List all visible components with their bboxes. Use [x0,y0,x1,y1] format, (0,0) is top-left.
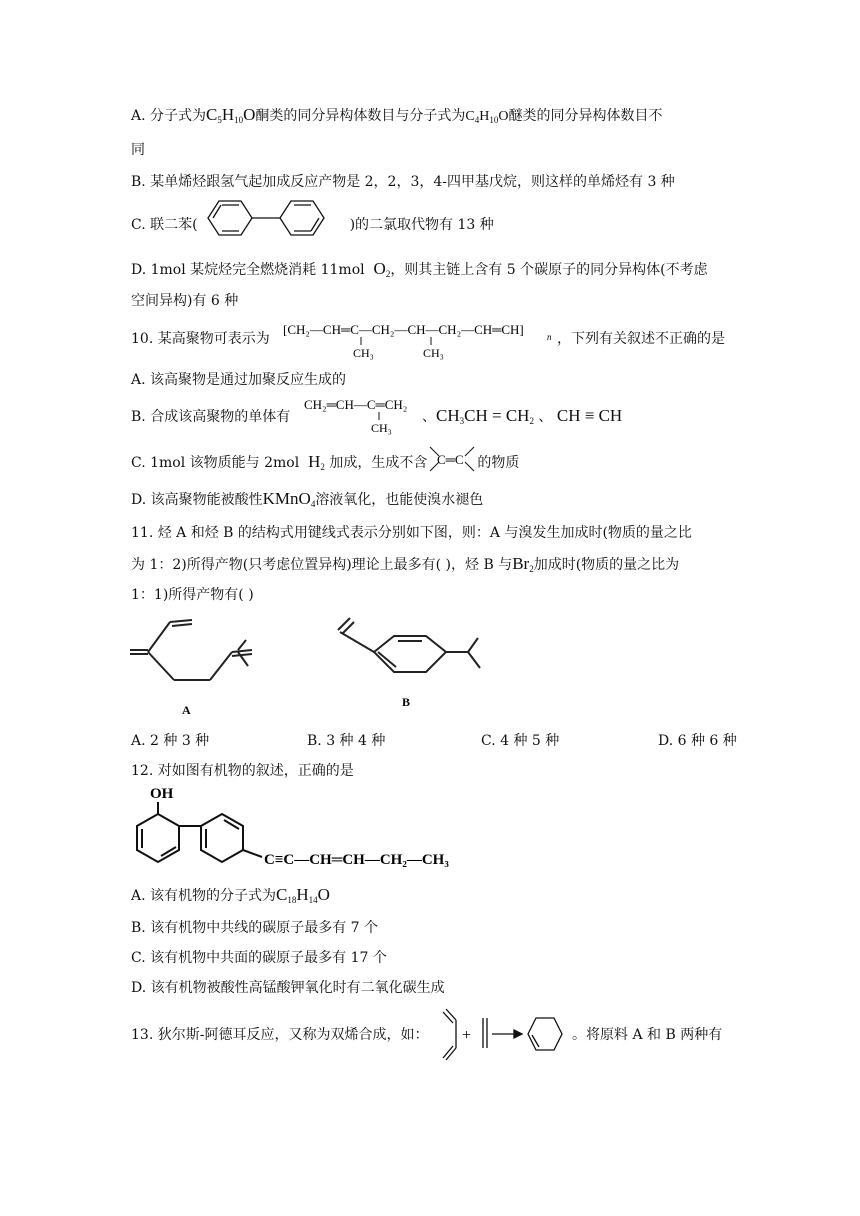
svg-text:n: n [547,332,552,342]
q13-stem-end: 。将原料 A 和 B 两种有 [572,1027,723,1043]
q10-option-b: B. 合成该高聚物的单体有 [131,409,291,425]
formula-c4h10o: $C_4H_{10}O$ [465,109,509,125]
q10-option-c: C. 1mol 该物质能与 2mol $H_2$ 加成，生成不含 C═C 的物质 [131,452,519,476]
q10-option-b-rest: 、$CH_3CH = CH_2$ 、 CH ≡ CH [422,406,623,426]
q12-molecule-structure-icon [124,782,524,874]
q10-stem: 10. 某高聚物可表示为 [131,331,270,347]
q12-option-b: B. 该有机物中共线的碳原子最多有 7 个 [131,920,378,936]
svg-text:CH₃: CH₃ [353,346,374,360]
svg-text:C═C: C═C [437,452,464,467]
svg-text:A: A [182,703,191,717]
formula-c18h14o: $C_{18}H_{14}O$ [276,885,330,905]
biphenyl-structure-icon [198,196,350,240]
q11-stem-line2: 为 1：2)所得产物(只考虑位置异构)理论上最多有( )，烃 B 与$Br_2$加成时(物质的量之比为 [131,554,680,574]
polymer-structure-icon [281,314,553,360]
q10-stem-end: ，下列有关叙述不正确的是 [557,331,725,347]
q10-option-d: D. 该高聚物能被酸性KMnO$_4$溶液氧化，也能使溴水褪色 [131,489,484,509]
monomer-acetylene: CH ≡ CH [556,406,623,425]
svg-text:CH₃: CH₃ [371,421,392,435]
q10-option-a: A. 该高聚物是通过加聚反应生成的 [131,372,347,388]
svg-text:CH₂═CH—C═CH₂: CH₂═CH—C═CH₂ [304,397,408,412]
q12-option-a: A. 该有机物的分子式为$C_{18}H_{14}O$ [131,885,330,905]
diels-alder-reaction-icon [440,1006,572,1064]
polymer-main-text: [CH₂—CH═C—CH₂—CH—CH₂—CH═CH] [283,322,524,337]
formula-c5h10o: $C_5H_{10}O$ [206,105,256,125]
monomer-isoprene-icon [302,395,422,435]
q11-option-d: D. 6 种 6 种 [658,733,737,749]
svg-text:+: + [462,1027,472,1044]
q11-stem-line3: 1：1)所得产物有( ) [131,587,254,603]
formula-o2: $O_2$ [373,259,391,279]
q11-option-b: B. 3 种 4 种 [307,733,386,749]
q9-option-a-cont: 同 [131,142,145,158]
hydrocarbon-b-structure-icon [334,616,494,716]
hydrocarbon-a-structure-icon [128,612,258,718]
q11-option-a: A. 2 种 3 种 [131,733,210,749]
c-double-bond-c-icon [427,444,477,474]
q12-option-d: D. 该有机物被酸性高锰酸钾氧化时有二氧化碳生成 [131,980,445,996]
svg-text:OH: OH [150,786,174,802]
q13-stem: 13. 狄尔斯-阿德耳反应，又称为双烯合成，如： [131,1027,429,1043]
monomer-propene: $CH_3CH = CH_2$ [436,406,534,426]
q9-option-d: D. 1mol 某烷烃完全燃烧消耗 11mol $O_2$，则其主链上含有 5 个碳原子的同分异构体(不考虑 [131,259,708,279]
svg-text:B: B [402,695,411,709]
q9-option-d-cont: 空间异构)有 6 种 [131,293,239,309]
q11-option-c: C. 4 种 5 种 [481,733,560,749]
svg-text:CH₃: CH₃ [423,346,444,360]
svg-text:C≡C—CH═CH—CH₂—CH₃: C≡C—CH═CH—CH₂—CH₃ [264,852,449,868]
formula-kmno4: KMnO$_4$ [262,489,316,509]
formula-br2: $Br_2$ [512,554,534,574]
q11-stem-line1: 11. 烃 A 和烃 B 的结构式用键线式表示分别如下图，则：A 与溴发生加成时(物质的量之比 [131,525,692,541]
q9-option-b: B. 某单烯烃跟氢气起加成反应产物是 2，2，3，4-四甲基戊烷，则这样的单烯烃有 3 种 [131,174,675,190]
q12-option-c: C. 该有机物中共面的碳原子最多有 17 个 [131,950,387,966]
q9-option-c: C. 联二苯( )的二氯取代物有 13 种 [131,210,494,240]
q12-stem: 12. 对如图有机物的叙述，正确的是 [131,763,354,779]
q9-option-a: A. 分子式为$C_5H_{10}O$酮类的同分异构体数目与分子式为$C_4H_{10}O$醚类的同分异构体数目不 [131,105,663,125]
formula-h2: $H_2$ [308,452,325,472]
